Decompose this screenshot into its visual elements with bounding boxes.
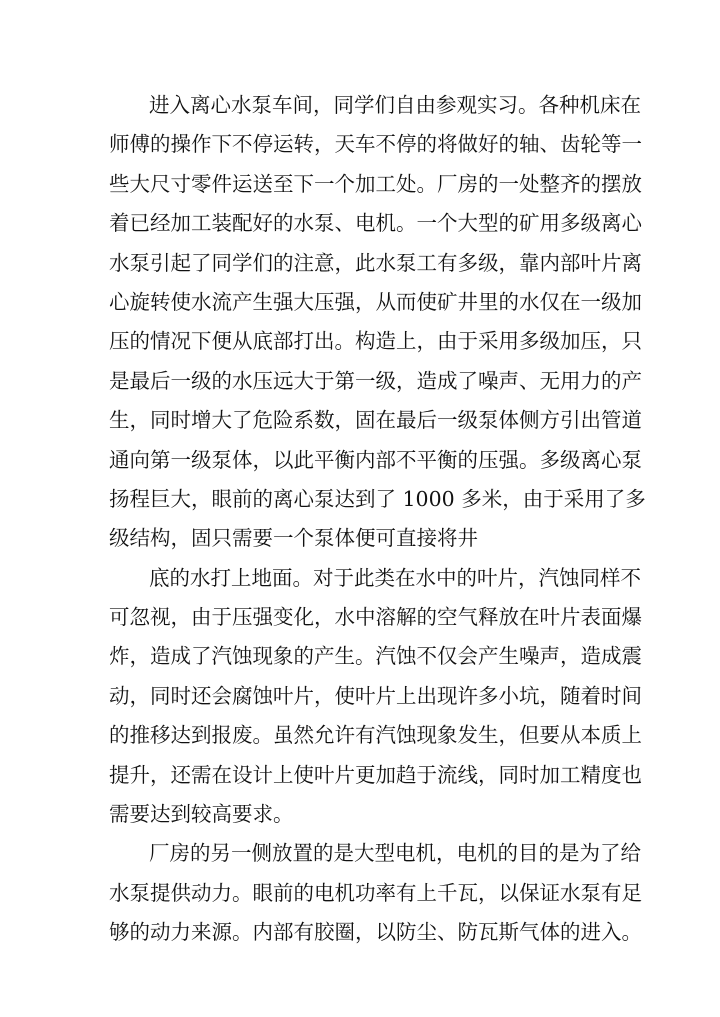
text-line: 底的水打上地面。对于此类在水中的叶片，汽蚀同样不 [149,565,641,590]
text-line: 师傅的操作下不停运转，天车不停的将做好的轴、齿轮等一 [109,132,642,157]
text-line: 心旋转使水流产生强大压强，从而使矿井里的水仅在一级加 [109,289,642,314]
text-line: 生，同时增大了危险系数，固在最后一级泵体侧方引出管道 [109,408,642,433]
text-line: 提升，还需在设计上使叶片更加趋于流线，同时加工精度也 [109,762,642,787]
text-line: 通向第一级泵体，以此平衡内部不平衡的压强。多级离心泵 [109,447,642,472]
text-line: 是最后一级的水压远大于第一级，造成了噪声、无用力的产 [109,368,642,393]
text-line: 着已经加工装配好的水泵、电机。一个大型的矿用多级离心 [109,211,642,236]
text-line: 厂房的另一侧放置的是大型电机，电机的目的是为了给 [149,841,641,866]
text-line: 进入离心水泵车间，同学们自由参观实习。各种机床在 [149,93,641,117]
text-line: 动，同时还会腐蚀叶片，使叶片上出现许多小坑，随着时间 [109,683,642,708]
paragraph-1 [109,86,646,559]
text-line: 水泵引起了同学们的注意，此水泵工有多级，靠内部叶片离 [109,250,642,275]
paragraph-3 [109,834,642,952]
text-line: 需要达到较高要求。 [109,802,294,827]
paragraph-2 [109,559,642,835]
text-line: 够的动力来源。内部有胶圈，以防尘、防瓦斯气体的进入。 [109,920,642,945]
document-body [109,86,646,953]
text-line: 级结构，固只需要一个泵体便可直接将井 [109,526,478,551]
text-line: 些大尺寸零件运送至下一个加工处。厂房的一处整齐的摆放 [109,171,642,196]
text-line: 的推移达到报废。虽然允许有汽蚀现象发生，但要从本质上 [109,723,642,748]
text-line: 可忽视，由于压强变化，水中溶解的空气释放在叶片表面爆 [109,605,642,630]
text-line: 炸，造成了汽蚀现象的产生。汽蚀不仅会产生噪声，造成震 [109,644,642,669]
text-line: 扬程巨大，眼前的离心泵达到了 1000 多米，由于采用了多 [109,486,646,511]
text-line: 水泵提供动力。眼前的电机功率有上千瓦，以保证水泵有足 [109,880,642,905]
text-line: 压的情况下便从底部打出。构造上，由于采用多级加压，只 [109,329,642,354]
